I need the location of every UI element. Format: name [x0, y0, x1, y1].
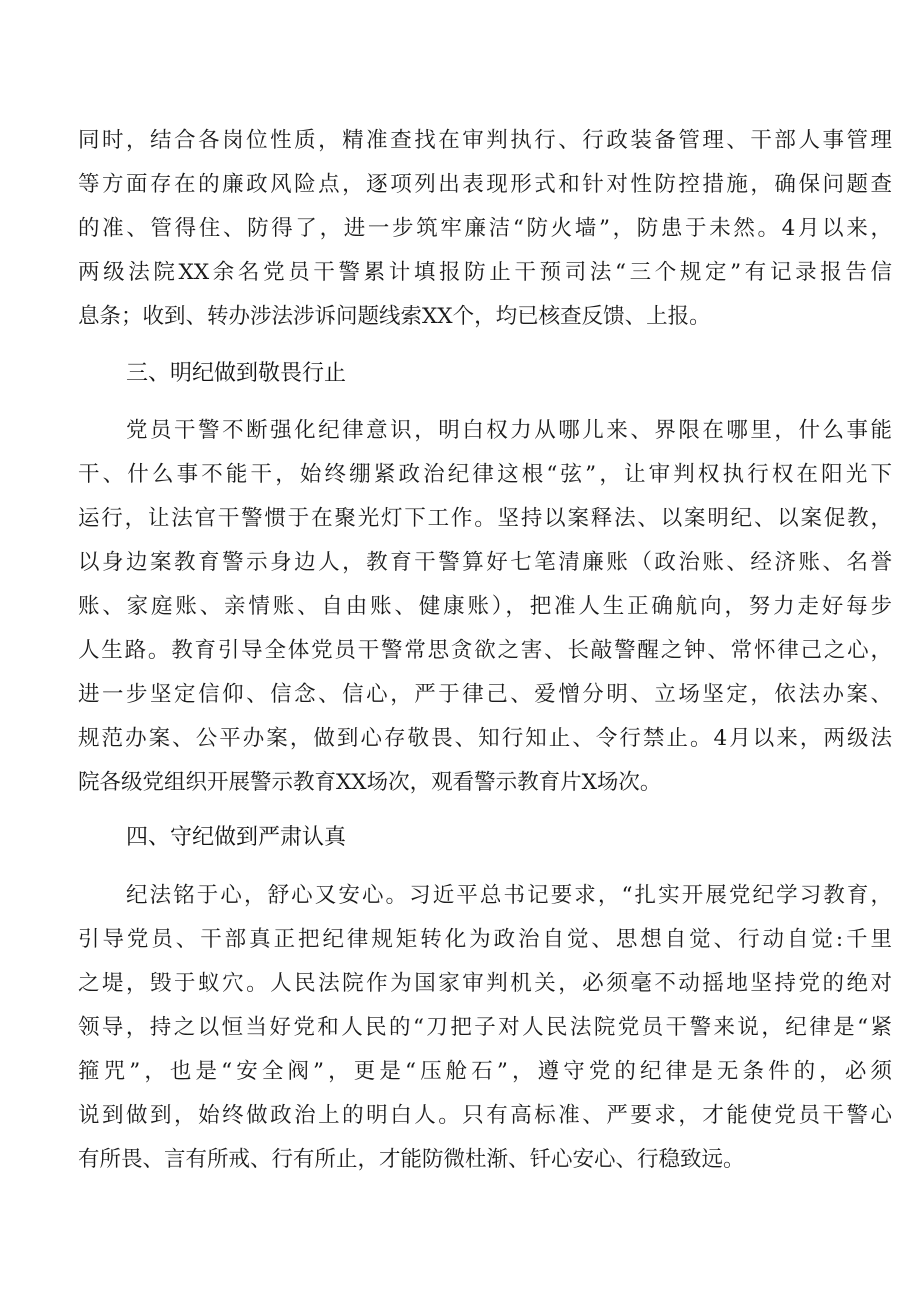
paragraph-line: 之堤，毁于蚁穴。人民法院作为国家审判机关，必须毫不动摇地坚持党的绝对 [78, 971, 892, 996]
paragraph-line: 党员干警不断强化纪律意识，明白权力从哪儿来、界限在哪里，什么事能 [126, 418, 892, 443]
paragraph-line: 箍咒”，也是“安全阀”，更是“压舱石”，遵守党的纪律是无条件的，必须 [78, 1059, 892, 1084]
paragraph-line: 账、家庭账、亲情账、自由账、健康账），把准人生正确航向，努力走好每步 [78, 594, 892, 619]
paragraph-line: 院各级党组织开展警示教育XX场次，观看警示教育片X场次。 [78, 770, 662, 795]
paragraph-line: 说到做到，始终做政治上的明白人。只有高标准、严要求，才能使党员干警心 [78, 1103, 892, 1128]
paragraph-line: 两级法院XX余名党员干警累计填报防止干预司法“三个规定”有记录报告信 [78, 260, 892, 285]
paragraph-line: 领导，持之以恒当好党和人民的“刀把子对人民法院党员干警来说，纪律是“紧 [78, 1015, 892, 1040]
paragraph-line: 同时，结合各岗位性质，精准查找在审判执行、行政装备管理、干部人事管理 [78, 128, 892, 153]
paragraph-line: 运行，让法官干警惯于在聚光灯下工作。坚持以案释法、以案明纪、以案促教， [78, 506, 892, 531]
paragraph-line: 有所畏、言有所戒、行有所止，才能防微杜渐、钎心安心、行稳致远。 [78, 1147, 745, 1172]
paragraph-line: 干、什么事不能干，始终绷紧政治纪律这根“弦”，让审判权执行权在阳光下 [78, 462, 892, 487]
paragraph-line: 引导党员、干部真正把纪律规矩转化为政治自觉、思想自觉、行动自觉:千里 [78, 927, 892, 952]
paragraph-line: 规范办案、公平办案，做到心存敬畏、知行知止、令行禁止。4月以来，两级法 [78, 726, 892, 751]
paragraph-line: 进一步坚定信仰、信念、信心，严于律己、爱憎分明、立场坚定，依法办案、 [78, 682, 892, 707]
section-heading-4: 四、守纪做到严肃认真 [126, 825, 347, 850]
paragraph-line: 以身边案教育警示身边人，教育干警算好七笔清廉账（政治账、经济账、名誉 [78, 550, 892, 575]
paragraph-line: 人生路。教育引导全体党员干警常思贪欲之害、长敲警醒之钟、常怀律己之心， [78, 638, 892, 663]
paragraph-line: 息条；收到、转办涉法涉诉问题线索XX个，均已核查反馈、上报。 [78, 304, 711, 329]
paragraph-line: 纪法铭于心，舒心又安心。习近平总书记要求，“扎实开展党纪学习教育， [126, 883, 892, 908]
paragraph-line: 等方面存在的廉政风险点，逐项列出表现形式和针对性防控措施，确保问题查 [78, 172, 892, 197]
paragraph-line: 的准、管得住、防得了，进一步筑牢廉洁“防火墙”，防患于未然。4月以来， [78, 216, 892, 241]
section-heading-3: 三、明纪做到敬畏行止 [126, 361, 347, 386]
